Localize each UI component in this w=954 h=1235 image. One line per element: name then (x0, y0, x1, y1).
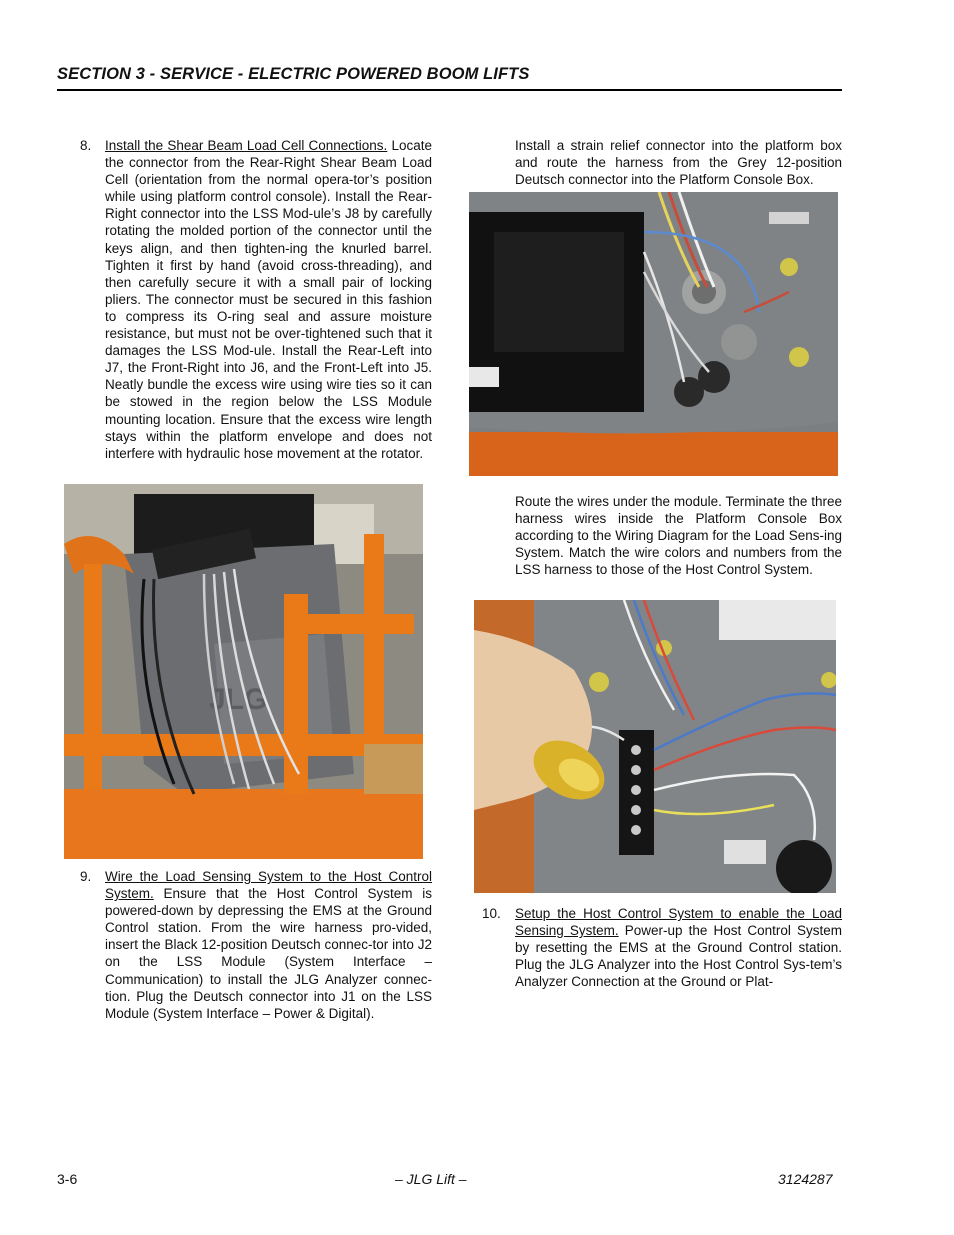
page-number: 3-6 (57, 1171, 78, 1187)
step-10-paragraph (515, 905, 842, 990)
step-10-body: Power-up the Host Control System by resetting the EMS at the Ground Control station. Plug the JLG Analyzer into the Host Control Sys-tem’s Analyzer Connection at the Ground or Plat- (515, 923, 842, 990)
step-8-number: 8. (80, 138, 92, 153)
step-8-paragraph (105, 137, 432, 462)
document-number: 3124287 (778, 1171, 833, 1187)
step-8-heading: Install the Shear Beam Load Cell Connections. (105, 138, 388, 153)
section-header: SECTION 3 - SERVICE - ELECTRIC POWERED BOOM LIFTS (57, 65, 530, 83)
step-10-number: 10. (482, 906, 501, 921)
step-9-heading: Wire the Load Sensing System to the Host Control System. (105, 869, 432, 902)
photo-terminal-strip-wiring (474, 600, 836, 893)
footer-center: – JLG Lift – (395, 1171, 467, 1187)
photo-lss-module-mounting (64, 484, 423, 859)
photo-platform-console-box (469, 192, 838, 476)
header-rule (57, 89, 842, 91)
step-8-body: Locate the connector from the Rear-Right Shear Beam Load Cell (orientation from the normal opera-tor’s position while using platform control console). Install the Rear-Right connector into the LSS Mod-ule’s J8 by carefully rotating the molded portion of the connector until the keys align, and then tighten-ing the knurled barrel. Tighten it first by hand (avoid cross-threading), and then carefully secure it with a small pair of locking pliers. The connector must be secured in this fashion to compress its O-ring seal and assure moisture resistance, but must not be over-tightened such that it damages the LSS Mod-ule. Install the Rear-Left into J7, the Front-Right into J6, and the Front-Left into J5. Neatly bundle the excess wire using wire ties so it can be stowed in the region below the LSS Module mounting location. Ensure that the excess wire length stays within the platform envelope and does not interfere with hydraulic hose movement at the rotator. (105, 138, 432, 461)
step-9-number: 9. (80, 869, 92, 884)
step-10-heading: Setup the Host Control System to enable the Load Sensing System. (515, 906, 842, 939)
strain-relief-paragraph: Install a strain relief connector into the platform box and route the harness from the Grey 12-position Deutsch connector into the Platform Console Box. (515, 138, 842, 188)
route-wires-paragraph: Route the wires under the module. Terminate the three harness wires inside the Platform Console Box according to the Wiring Diagram for the Load Sens-ing System. Match the wire colors and numbers from the LSS harness to those of the Host Control System. (515, 494, 842, 578)
step-9-body: Ensure that the Host Control System is powered-down by depressing the EMS at the Ground Control station. From the wire harness pro-vided, insert the Black 12-position Deutsch connec-tor into J2 on the LSS Module (System Interface – Communication) to install the JLG Analyzer connec-tion. Plug the Deutsch connector into J1 on the LSS Module (System Interface – Power & Digital). (105, 886, 432, 1021)
step-9-paragraph (105, 868, 432, 1022)
jlg-logo-embossed: JLG (209, 683, 268, 716)
